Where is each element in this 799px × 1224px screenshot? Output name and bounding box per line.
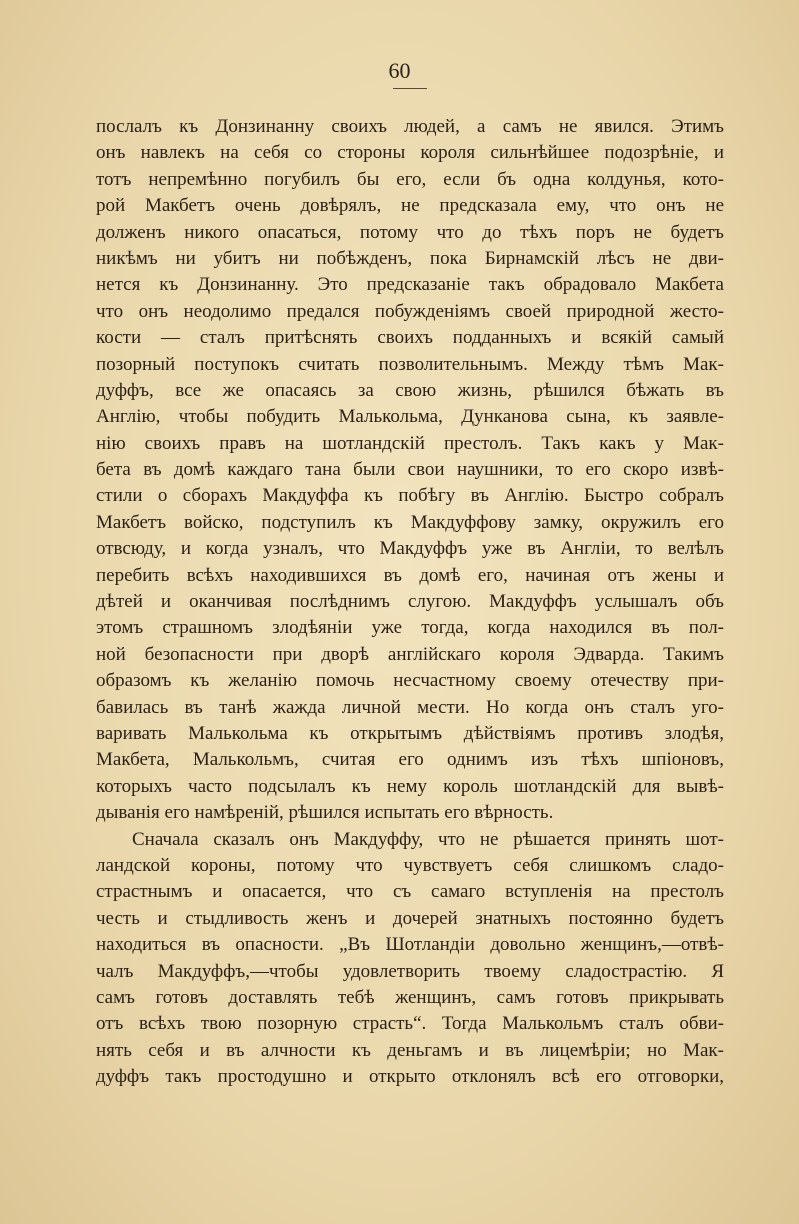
text-line: которыхъ часто подсылалъ къ нему король шотландскій для вывѣ- [96, 775, 724, 797]
text-line: что онъ неодолимо предался побужденіямъ своей природной жесто- [96, 300, 724, 322]
text-line: послалъ къ Донзинанну своихъ людей, а самъ не явился. Этимъ [96, 116, 724, 137]
text-line: ландской короны, потому что чувствуетъ себя слишкомъ сладо- [96, 854, 724, 876]
paragraph-start-line: Сначала сказалъ онъ Макдуффу, что не рѣшается принять шот- [132, 828, 724, 850]
body-text [96, 114, 724, 1090]
text-line: онъ навлекъ на себя со стороны короля сильнѣйшее подозрѣніе, и [96, 142, 724, 164]
text-line: этомъ страшномъ злодѣяніи уже тогда, когда находился въ пол- [96, 617, 724, 639]
text-line: чалъ Макдуффъ,—чтобы удовлетворить твоему сладострастію. Я [96, 960, 724, 982]
text-line: Макбетъ войско, подступилъ къ Макдуффову замку, окружилъ его [96, 511, 724, 533]
text-line: образомъ къ желанію помочь несчастному своему отечеству при- [96, 670, 724, 692]
text-line: нію своихъ правъ на шотландскій престолъ. Такъ какъ у Мак- [96, 432, 724, 454]
text-line: дуффъ, все же опасаясь за свою жизнь, рѣшился бѣжать въ [96, 379, 724, 401]
page-number: 60 [388, 58, 411, 83]
page-number-rule [393, 88, 427, 89]
text-line: перебить всѣхъ находившихся въ домѣ его, начиная отъ жены и [96, 564, 724, 586]
text-line: нять себя и въ алчности къ деньгамъ и въ лицемѣріи; но Мак- [96, 1039, 724, 1061]
text-line: дуффъ такъ простодушно и открыто отклонялъ всѣ его отговорки, [96, 1066, 724, 1088]
text-line: Макбета, Малькольмъ, считая его однимъ изъ тѣхъ шпіоновъ, [96, 749, 724, 771]
text-line: никѣмъ ни убитъ ни побѣжденъ, пока Бирнамскій лѣсъ не дви- [96, 247, 724, 269]
text-line: долженъ никого опасаться, потому что до тѣхъ поръ не будетъ [96, 221, 724, 243]
text-line: отвсюду, и когда узналъ, что Макдуффъ уже въ Англіи, то велѣлъ [96, 538, 724, 560]
text-line: стили о сборахъ Макдуффа къ побѣгу въ Англію. Быстро собралъ [96, 485, 724, 507]
text-line: позорный поступокъ считать позволительнымъ. Между тѣмъ Мак- [96, 353, 724, 375]
text-line: честь и стыдливость женъ и дочерей знатныхъ постоянно будетъ [96, 907, 724, 929]
text-line: дѣтей и оканчивая послѣднимъ слугою. Макдуффъ услышалъ объ [96, 591, 724, 613]
text-line: рой Макбетъ очень довѣрялъ, не предсказала ему, что онъ не [96, 195, 724, 217]
text-line: бета въ домѣ каждаго тана были свои наушники, то его скоро извѣ- [96, 459, 724, 481]
text-line: тотъ непремѣнно погубилъ бы его, если бъ одна колдунья, кото- [96, 168, 724, 190]
text-line: бавилась въ танѣ жажда личной мести. Но когда онъ сталъ уго- [96, 696, 724, 718]
text-line: отъ всѣхъ твою позорную страсть“. Тогда Малькольмъ сталъ обви- [96, 1013, 724, 1035]
text-line: страстнымъ и опасается, что съ самаго вступленія на престолъ [96, 881, 724, 903]
text-line: Англію, чтобы побудить Малькольма, Дунканова сына, къ заявле- [96, 406, 724, 428]
text-line: нется къ Донзинанну. Это предсказаніе такъ обрадовало Макбета [96, 274, 724, 296]
text-line: варивать Малькольма къ открытымъ дѣйствіямъ противъ злодѣя, [96, 722, 724, 744]
text-line: ной безопасности при дворѣ англійскаго короля Эдварда. Такимъ [96, 643, 724, 665]
text-line: находиться въ опасности. „Въ Шотландіи довольно женщинъ,—отвѣ- [96, 934, 724, 956]
text-line: кости — сталъ притѣснять своихъ подданныхъ и всякій самый [96, 327, 724, 349]
text-line: самъ готовъ доставлять тебѣ женщинъ, самъ готовъ прикрывать [96, 986, 724, 1008]
paragraph-end-line: дыванія его намѣреній, рѣшился испытать его вѣрность. [96, 802, 554, 824]
